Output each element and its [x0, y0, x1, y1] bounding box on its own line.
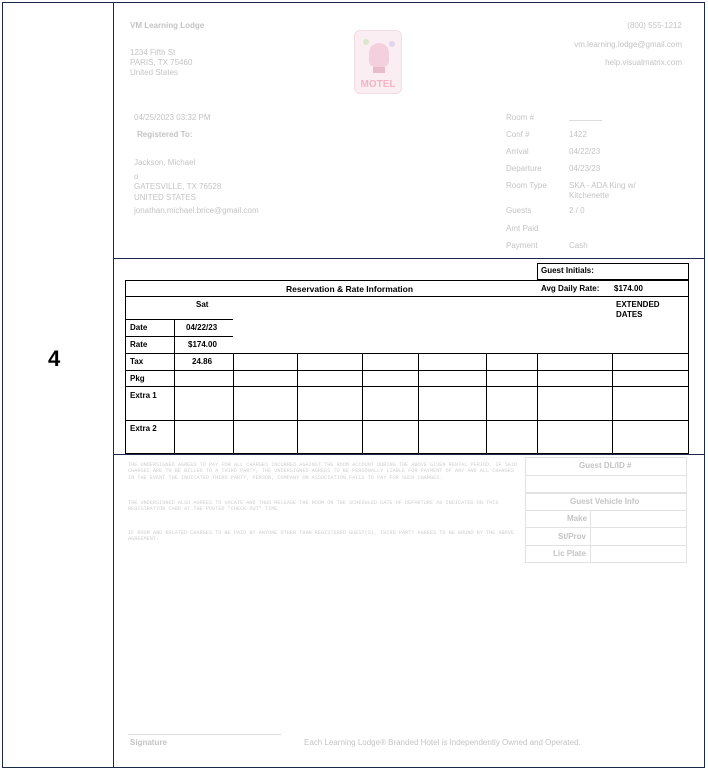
amt-paid-label: Amt Paid: [506, 224, 539, 233]
payment-label: Payment: [506, 241, 538, 250]
hotel-address-2: PARIS, TX 75460: [130, 58, 193, 67]
dl-divider: [525, 475, 687, 476]
vehicle-divider: [590, 510, 591, 563]
legal-paragraph-1: THE UNDERSIGNED AGREES TO PAY FOR ALL CHARGES INCURRED AGAINST THE ROOM ACCOUNT DURING THE ABOVE GIVEN RENTAL PERIOD. IF SAID CHARGES ARE TO BE BILLED TO A THIRD PARTY, THE UNDERSIGNED AGREES TO BE PERSONALLY LIABLE FOR PAYMENT OF ANY AND ALL CHARGES IN THE EVENT THE INDICATED THIRD PARTY, PERSON, COMPANY OR ASSOCIATION FAILS TO PAY FOR SUCH CHARGES.: [128, 462, 518, 481]
hotel-address-3: United States: [130, 68, 179, 77]
grid-line: [418, 353, 419, 454]
print-datetime: 04/25/2023 03:32 PM: [134, 113, 211, 122]
arrival-label: Arrival: [506, 147, 529, 156]
logo-word: MOTEL: [360, 79, 396, 90]
vehicle-make-label: Make: [567, 514, 588, 523]
guests-value: 2 / 0: [569, 206, 585, 215]
grid-line: [125, 353, 689, 354]
grid-line: [125, 370, 689, 371]
pkg-row-label: Pkg: [130, 374, 145, 383]
rate-table-title: Reservation & Rate Information: [286, 284, 414, 294]
room-type-value: SKA - ADA King w/ Kitchenette: [569, 181, 636, 200]
step-number: 4: [48, 346, 61, 371]
guest-name: Jackson, Michael: [134, 158, 196, 167]
vehicle-stprov-label: St/Prov: [558, 532, 587, 541]
hotel-email: vm.learning.lodge@gmail.com: [574, 40, 682, 49]
legal-paragraph-2: THE UNDERSIGNED ALSO AGREES TO VACATE AND THUS RELEASE THE ROOM ON THE SCHEDULED DATE OF DEPARTURE AS INDICATED ON THIS REGISTRATION CARD AT THE POSTED "CHECK-OUT" TIME.: [128, 500, 499, 513]
guest-initials-label: Guest Initials:: [541, 266, 594, 275]
grid-line: [362, 353, 363, 454]
grid-line: [125, 420, 689, 421]
signature-label: Signature: [130, 738, 167, 747]
grid-line: [233, 353, 234, 454]
tax-value: 24.86: [192, 357, 213, 366]
rate-row-label: Rate: [130, 340, 148, 349]
guests-label: Guests: [506, 206, 532, 215]
conf-value: 1422: [569, 130, 587, 139]
vehicle-divider: [525, 527, 687, 528]
grid-line: [125, 336, 233, 337]
grid-line: [537, 353, 538, 454]
room-label: Room #: [506, 113, 535, 122]
room-number-blank: [569, 120, 602, 121]
hotel-phone: (800) 555-1212: [627, 21, 682, 30]
arrival-value: 04/22/23: [569, 147, 601, 156]
hotel-help: help.visualmatrix.com: [605, 58, 682, 67]
grid-line: [174, 319, 175, 454]
vehicle-licplate-label: Lic Plate: [553, 549, 586, 558]
legal-paragraph-3: IF ROOM AND RELATED CHARGES TO BE PAID BY ANYONE OTHER THAN REGISTERED GUEST(S), THIRD PARTY AGREES TO BE BOUND BY THE ABOVE AGREEMENT.: [128, 530, 515, 543]
guest-city: GATESVILLE, TX 76528: [134, 182, 222, 191]
grid-line: [612, 353, 613, 454]
grid-line: [125, 386, 689, 387]
signature-line: [128, 734, 281, 735]
vehicle-title: Guest Vehicle Info: [570, 497, 640, 506]
date-row-label: Date: [130, 323, 148, 332]
hotel-address-1: 1234 Fifth St: [130, 48, 176, 57]
table-divider: [125, 296, 689, 297]
extra2-row-label: Extra 2: [130, 424, 157, 433]
departure-label: Departure: [506, 164, 542, 173]
hotel-name: VM Learning Lodge: [130, 21, 205, 30]
rate-value: $174.00: [188, 340, 217, 349]
grid-line: [125, 319, 233, 320]
avg-daily-rate-value: $174.00: [614, 284, 643, 293]
footer-note: Each Learning Lodge® Branded Hotel is Independently Owned and Operated.: [304, 738, 581, 747]
guest-country: UNITED STATES: [134, 193, 196, 202]
avg-daily-rate-label: Avg Daily Rate:: [541, 284, 600, 293]
departure-value: 04/23/23: [569, 164, 601, 173]
grid-line: [297, 353, 298, 454]
vehicle-divider: [525, 545, 687, 546]
guest-email: jonathan.michael.brice@gmail.com: [134, 206, 259, 215]
conf-label: Conf #: [506, 130, 530, 139]
grid-line: [486, 353, 487, 454]
day-header-sat: Sat: [196, 300, 209, 309]
registered-to-label: Registered To:: [137, 130, 193, 139]
extra1-row-label: Extra 1: [130, 391, 157, 400]
guest-dl-title: Guest DL/ID #: [579, 461, 632, 470]
payment-value: Cash: [569, 241, 588, 250]
extended-dates-label: EXTENDED DATES: [616, 300, 660, 319]
guest-line2: o: [134, 172, 139, 181]
room-type-label: Room Type: [506, 181, 547, 190]
date-value: 04/22/23: [186, 323, 218, 332]
vehicle-divider: [525, 510, 687, 511]
tax-row-label: Tax: [130, 357, 144, 366]
lightbulb-icon: [369, 43, 389, 67]
rate-table: [125, 280, 689, 454]
motel-logo: [354, 30, 402, 94]
